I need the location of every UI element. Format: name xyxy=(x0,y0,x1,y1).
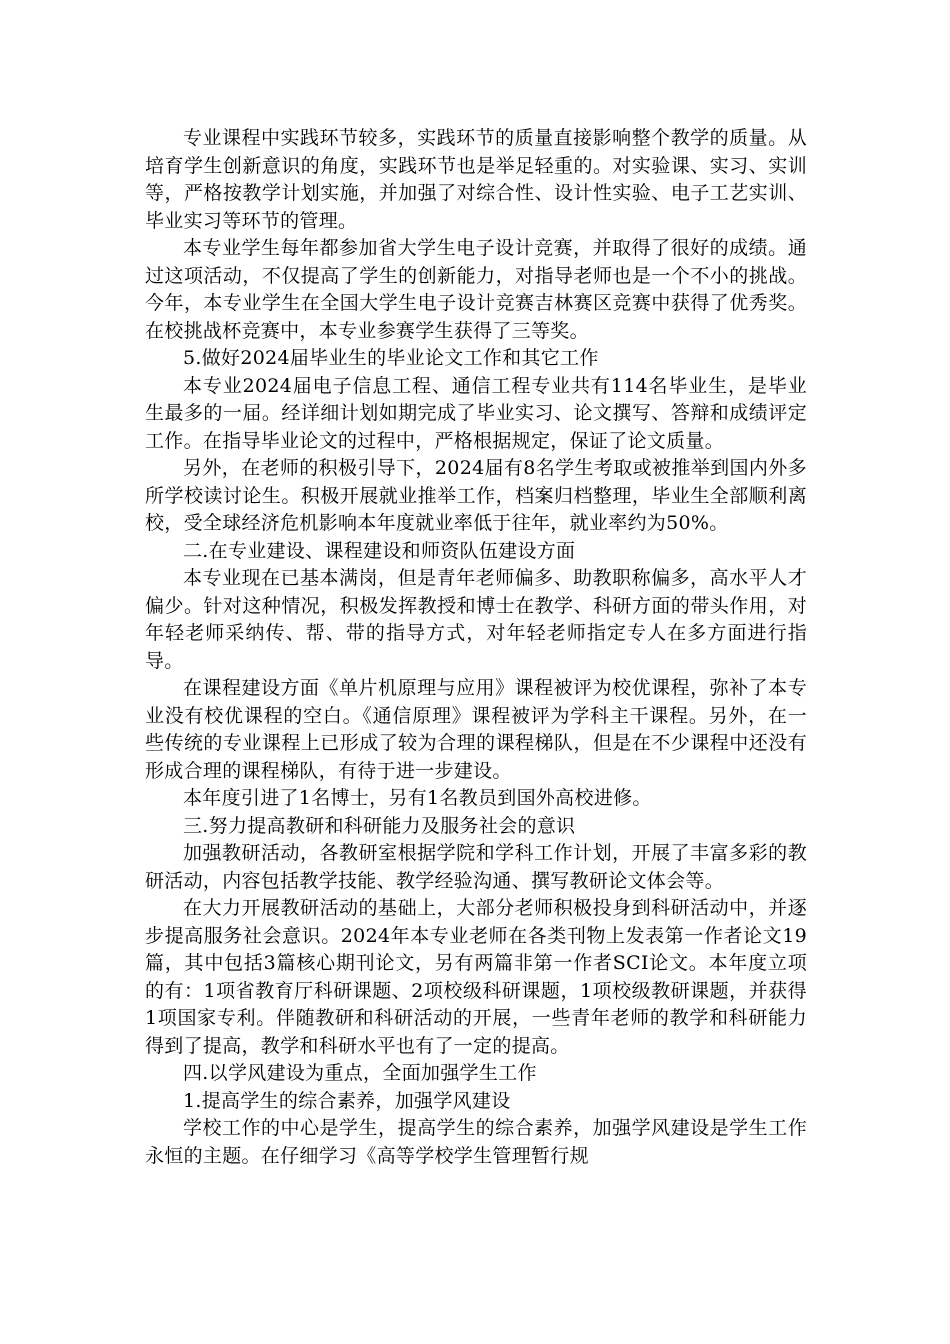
paragraph-graduates: 本专业2024届电子信息工程、通信工程专业共有114名毕业生，是毕业生最多的一届。经详细计划如期完成了毕业实习、论文撰写、答辩和成绩评定工作。在指导毕业论文的过程中，严格根据规定，保证了论文质量。 xyxy=(145,374,807,452)
paragraph-student-work: 学校工作的中心是学生，提高学生的综合素养，加强学风建设是学生工作永恒的主题。在仔细学习《高等学校学生管理暂行规 xyxy=(145,1117,807,1167)
heading-student-quality: 1.提高学生的综合素养，加强学风建设 xyxy=(183,1089,511,1112)
paragraph-recruitment: 本年度引进了1名博士，另有1名教员到国外高校进修。 xyxy=(183,787,652,809)
paragraph-design-competition: 本专业学生每年都参加省大学生电子设计竞赛，并取得了很好的成绩。通过这项活动，不仅提高了学生的创新能力，对指导老师也是一个不小的挑战。今年，本专业学生在全国大学生电子设计竞赛吉林赛区竞赛中获得了优秀奖。在校挑战杯竞赛中，本专业参赛学生获得了三等奖。 xyxy=(145,237,807,342)
document-page xyxy=(145,125,807,1170)
paragraph-teaching-research: 加强教研活动，各教研室根据学院和学科工作计划，开展了丰富多彩的教研活动，内容包括教学技能、教学经验沟通、撰写教研论文体会等。 xyxy=(145,842,807,892)
paragraph-course-building: 在课程建设方面《单片机原理与应用》课程被评为校优课程，弥补了本专业没有校优课程的空白。《通信原理》课程被评为学科主干课程。另外，在一些传统的专业课程上已形成了较为合理的课程梯队，但是在不少课程中还没有形成合理的课程梯队，有待于进一步建设。 xyxy=(145,677,807,782)
heading-section-two: 二.在专业建设、课程建设和师资队伍建设方面 xyxy=(183,539,576,562)
heading-section-three: 三.努力提高教研和科研能力及服务社会的意识 xyxy=(183,814,576,837)
heading-graduation-thesis: 5.做好2024届毕业生的毕业论文工作和其它工作 xyxy=(183,347,599,369)
paragraph-scientific-research: 在大力开展教研活动的基础上，大部分老师积极投身到科研活动中，并逐步提高服务社会意识。2024年本专业老师在各类刊物上发表第一作者论文19篇，其中包括3篇核心期刊论文，另有两篇非第一作者SCI论文。本年度立项的有：1项省教育厅科研课题、2项校级科研课题，1项校级教研课题，并获得1项国家专利。伴随教研和科研活动的开展，一些青年老师的教学和科研能力得到了提高，教学和科研水平也有了一定的提高。 xyxy=(145,897,807,1057)
paragraph-practice-quality: 专业课程中实践环节较多，实践环节的质量直接影响整个教学的质量。从培育学生创新意识的角度，实践环节也是举足轻重的。对实验课、实习、实训等，严格按教学计划实施，并加强了对综合性、设计性实验、电子工艺实训、毕业实习等环节的管理。 xyxy=(145,127,807,232)
paragraph-employment: 另外，在老师的积极引导下，2024届有8名学生考取或被推举到国内外多所学校读讨论生。积极开展就业推举工作，档案归档整理，毕业生全部顺利离校，受全球经济危机影响本年度就业率低于往年，就业率约为50%。 xyxy=(145,457,807,534)
paragraph-staffing: 本专业现在已基本满岗，但是青年老师偏多、助教职称偏多，高水平人才偏少。针对这种情况，积极发挥教授和博士在教学、科研方面的带头作用，对年轻老师采纳传、帮、带的指导方式，对年轻老师指定专人在多方面进行指导。 xyxy=(145,567,807,672)
heading-section-four: 四.以学风建设为重点，全面加强学生工作 xyxy=(183,1062,537,1084)
